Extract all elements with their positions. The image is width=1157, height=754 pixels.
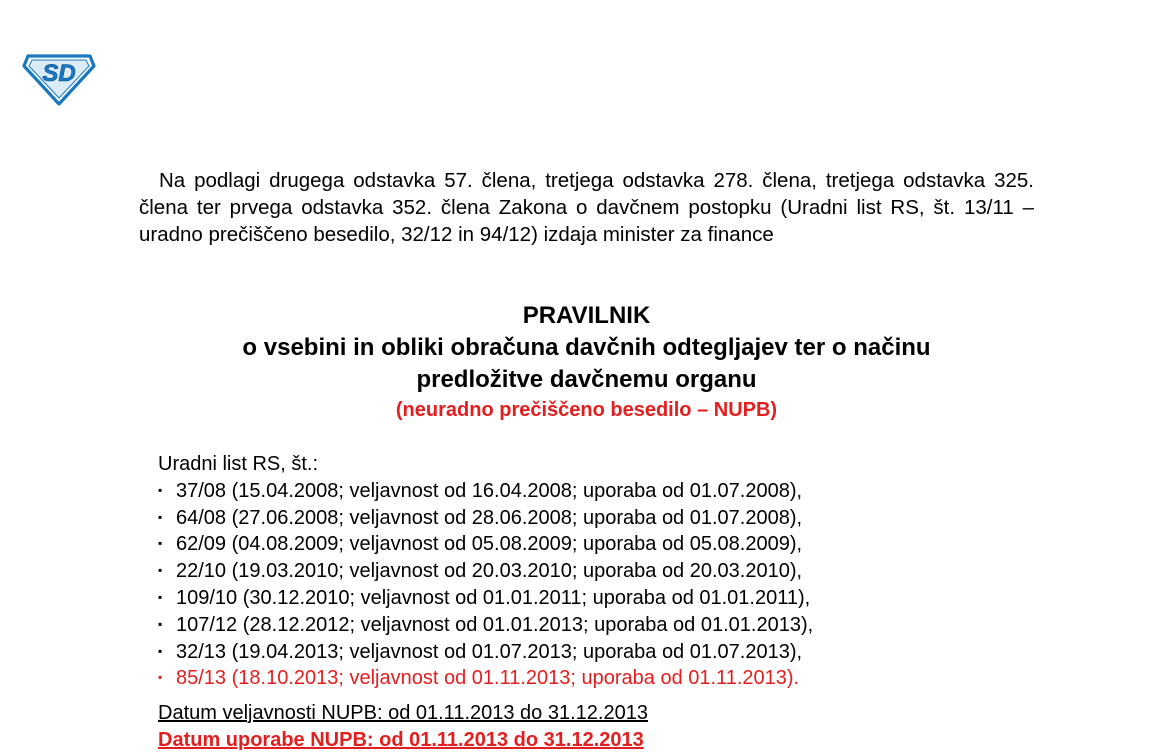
gazette-section (158, 452, 1038, 692)
gazette-list (158, 478, 1038, 692)
gazette-entry-text: 37/08 (15.04.2008; veljavnost od 16.04.2008; uporaba od 01.07.2008), (176, 479, 803, 502)
validity-date-line: Datum veljavnosti NUPB: od 01.11.2013 do 31.12.2013 (158, 702, 648, 724)
gazette-entry (158, 531, 1038, 558)
gazette-entry (158, 505, 1038, 532)
gazette-entry (158, 478, 1038, 505)
gazette-entry-text: 109/10 (30.12.2010; veljavnost od 01.01.2011; uporaba od 01.01.2011), (176, 586, 811, 609)
document-subtitle: o vsebini in obliki obračuna davčnih odtegljajev ter o načinu predložitve davčnemu organu (242, 334, 931, 393)
validity-section (158, 700, 648, 754)
gazette-entry-text: 22/10 (19.03.2010; veljavnost od 20.03.2010; uporaba od 20.03.2010), (176, 560, 803, 583)
logo-lettering: SD (42, 60, 76, 87)
document-title: PRAVILNIK (522, 302, 651, 329)
square-bullet-icon: ▪ (158, 616, 163, 631)
gazette-heading: Uradni list RS, št.: (158, 453, 319, 475)
gazette-entry (158, 639, 1038, 666)
intro-paragraph: Na podlagi drugega odstavka 57. člena, tretjega odstavka 278. člena, tretjega odstavka 325. člena ter prvega odstavka 352. člena Zakona o davčnem postopku (Uradni list RS, št. 13/11 – uradno prečiščeno besedilo, 32/12 in 94/12) izdaja minister za finance (139, 169, 1034, 246)
gazette-entry-highlighted (158, 665, 1038, 692)
gazette-entry-text: 64/08 (27.06.2008; veljavnost od 28.06.2008; uporaba od 01.07.2008), (176, 506, 803, 529)
square-bullet-icon: ▪ (158, 509, 163, 524)
gazette-entry (158, 558, 1038, 585)
square-bullet-icon: ▪ (158, 536, 163, 551)
gazette-entry-text: 107/12 (28.12.2012; veljavnost od 01.01.2013; uporaba od 01.01.2013), (176, 613, 814, 636)
square-bullet-icon: ▪ (158, 589, 163, 604)
use-date-line: Datum uporabe NUPB: od 01.11.2013 do 31.12.2013 (158, 729, 644, 751)
document-note: (neuradno prečiščeno besedilo – NUPB) (395, 399, 778, 421)
square-bullet-icon: ▪ (158, 482, 163, 497)
sd-shield-logo-icon (22, 50, 96, 106)
gazette-entry-text: 62/09 (04.08.2009; veljavnost od 05.08.2009; uporaba od 05.08.2009), (176, 533, 803, 556)
gazette-entry (158, 585, 1038, 612)
square-bullet-icon: ▪ (158, 670, 163, 685)
document-title-block (139, 300, 1034, 424)
square-bullet-icon: ▪ (158, 643, 163, 658)
gazette-entry-text: 85/13 (18.10.2013; veljavnost od 01.11.2013; uporaba od 01.11.2013). (176, 667, 800, 690)
gazette-entry-text: 32/13 (19.04.2013; veljavnost od 01.07.2013; uporaba od 01.07.2013), (176, 640, 803, 663)
gazette-entry (158, 612, 1038, 639)
square-bullet-icon: ▪ (158, 563, 163, 578)
